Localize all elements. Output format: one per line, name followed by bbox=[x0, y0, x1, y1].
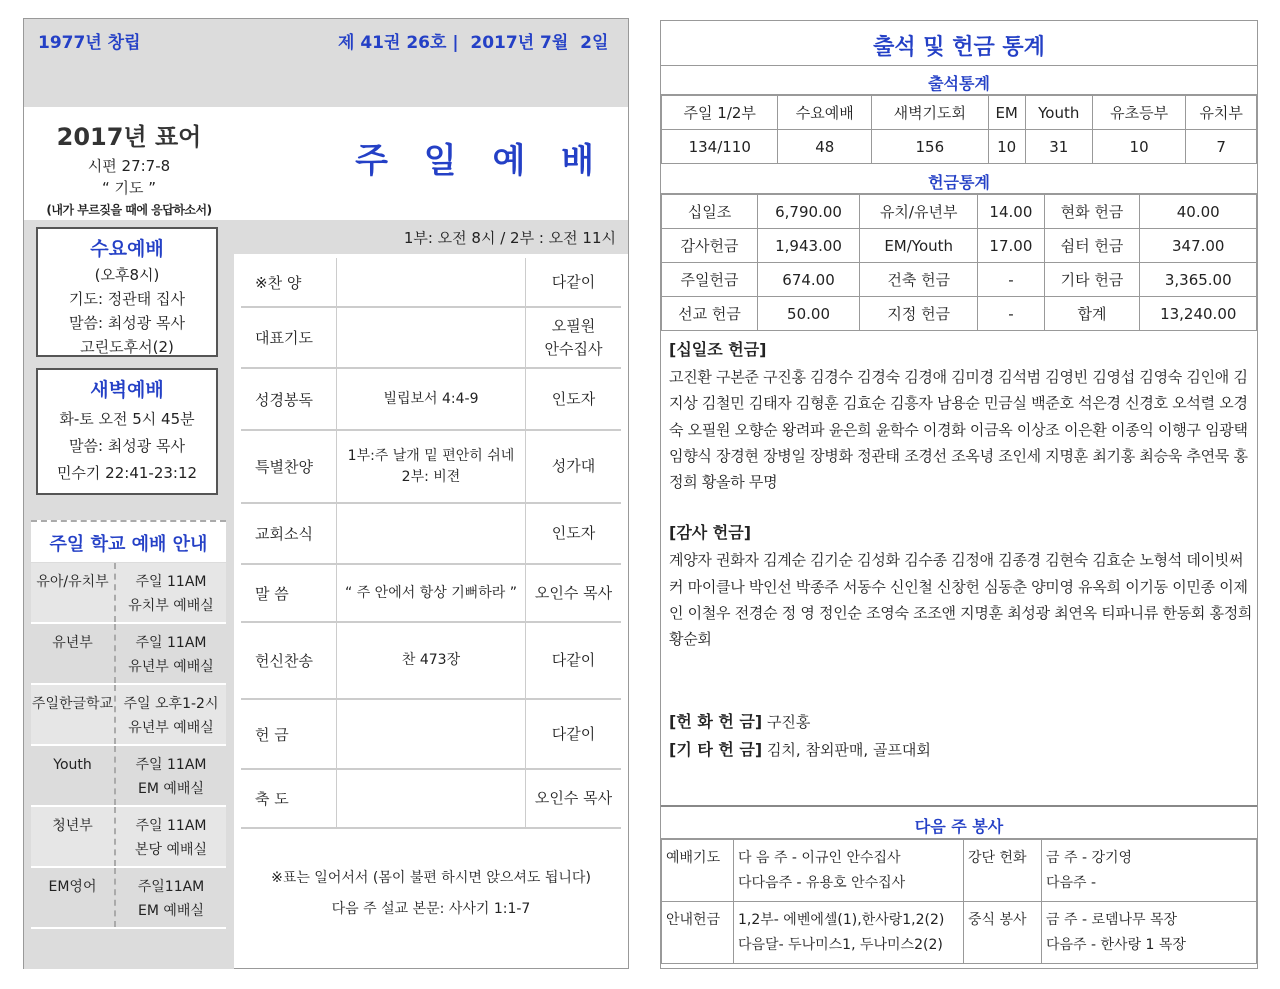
worship-order-row bbox=[241, 258, 621, 308]
worship-leader: 다같이 bbox=[551, 724, 596, 743]
next-week-value: 금 주 - 로뎀나무 목장 다음주 - 한사랑 1 목장 bbox=[1042, 902, 1257, 964]
attendance-header-cell: 주일 1/2부 bbox=[662, 96, 778, 130]
flower-names: 구진홍 bbox=[762, 713, 811, 732]
next-sermon-text: 다음 주 설교 본문: 사사기 1:1-7 bbox=[331, 900, 531, 917]
offering-label-cell: 쉼터 헌금 bbox=[1044, 229, 1140, 263]
offering-row bbox=[662, 263, 1257, 297]
attendance-header-cell: 수요예배 bbox=[778, 96, 872, 130]
next-week-row bbox=[662, 902, 1257, 964]
next-week-label: 중식 봉사 bbox=[964, 902, 1042, 964]
offering-label-cell: 감사헌금 bbox=[662, 229, 758, 263]
sidebar bbox=[24, 107, 234, 969]
attendance-value-cell: 10 bbox=[988, 130, 1025, 164]
sunday-school-info: 주일 11AM 유년부 예배실 bbox=[128, 635, 214, 675]
offering-label-cell: 건축 헌금 bbox=[860, 263, 978, 297]
dawn-text: 민수기 22:41-23:12 bbox=[56, 464, 198, 482]
offering-amount-cell: 13,240.00 bbox=[1140, 297, 1257, 331]
service-times: 1부: 오전 8시 / 2부 : 오전 11시 bbox=[234, 220, 628, 254]
worship-leader: 성가대 bbox=[551, 457, 596, 476]
issue-date: 제 41권 26호 | 2017년 7월 2일 bbox=[338, 33, 609, 53]
worship-item: 축 도 bbox=[241, 770, 337, 827]
worship-order-row bbox=[241, 308, 621, 369]
service-title: 주 일 예 배 bbox=[355, 141, 606, 181]
worship-order-row bbox=[241, 504, 621, 565]
worship-leader: 인도자 bbox=[551, 524, 596, 543]
sunday-school-info: 주일 오후1-2시 유년부 예배실 bbox=[123, 696, 219, 736]
attendance-value-row bbox=[662, 130, 1257, 164]
offering-table bbox=[661, 194, 1257, 331]
next-week-title: 다음 주 봉사 bbox=[661, 805, 1257, 839]
next-week-table bbox=[661, 839, 1257, 964]
sunday-school-row bbox=[31, 868, 226, 929]
offering-label-cell: 주일헌금 bbox=[662, 263, 758, 297]
worship-item: 헌신찬송 bbox=[241, 623, 337, 698]
worship-item: 헌 금 bbox=[241, 700, 337, 768]
dawn-sermon: 말씀: 최성광 목사 bbox=[68, 437, 186, 455]
dawn-service-box bbox=[36, 368, 218, 495]
worship-leader: 인도자 bbox=[551, 389, 596, 408]
offering-amount-cell: - bbox=[978, 297, 1044, 331]
offering-row bbox=[662, 229, 1257, 263]
standing-notice: ※표는 일어서서 (몸이 불편 하시면 앉으셔도 됩니다) bbox=[271, 870, 591, 886]
other-title: [기 타 헌 금] bbox=[669, 740, 763, 760]
next-week-label: 안내헌금 bbox=[662, 902, 734, 964]
sunday-school-row bbox=[31, 563, 226, 624]
worship-order-row bbox=[241, 431, 621, 504]
worship-leader: 다같이 bbox=[551, 272, 596, 291]
sunday-school-dept: EM영어 bbox=[31, 868, 116, 927]
offering-label-cell: 기타 헌금 bbox=[1044, 263, 1140, 297]
attendance-header-row bbox=[662, 96, 1257, 130]
wednesday-prayer: 기도: 정관태 집사 bbox=[68, 290, 186, 308]
offering-row bbox=[662, 297, 1257, 331]
offering-title: 헌금통계 bbox=[661, 165, 1257, 194]
worship-order-row bbox=[241, 700, 621, 770]
offering-amount-cell: 50.00 bbox=[757, 297, 859, 331]
worship-content bbox=[337, 308, 526, 367]
founded-year: 1977년 창립 bbox=[38, 33, 141, 53]
attendance-value-cell: 156 bbox=[872, 130, 989, 164]
offering-label-cell: 지정 헌금 bbox=[860, 297, 978, 331]
tithe-title: [십일조 헌금] bbox=[669, 340, 767, 359]
flower-title: [헌 화 헌 금] bbox=[669, 712, 763, 732]
worship-item: 특별찬양 bbox=[241, 431, 337, 502]
worship-item: 성경봉독 bbox=[241, 369, 337, 429]
motto-box bbox=[24, 107, 234, 220]
worship-item: 교회소식 bbox=[241, 504, 337, 563]
offering-label-cell: 선교 헌금 bbox=[662, 297, 758, 331]
sunday-school-row bbox=[31, 685, 226, 746]
worship-content bbox=[337, 258, 526, 306]
sunday-school-dept: 주일한글학교 bbox=[31, 685, 116, 744]
wednesday-sermon: 말씀: 최성광 목사 bbox=[68, 314, 186, 332]
next-week-row bbox=[662, 840, 1257, 902]
offering-label-cell: 현화 헌금 bbox=[1044, 195, 1140, 229]
offering-label-cell: 합계 bbox=[1044, 297, 1140, 331]
next-week-value: 1,2부- 에벤에셀(1),한사랑1,2(2) 다음달- 두나미스1, 두나미스2(2) bbox=[734, 902, 964, 964]
thanks-title: [감사 헌금] bbox=[669, 523, 752, 543]
offering-amount-cell: 3,365.00 bbox=[1140, 263, 1257, 297]
next-week-value: 금 주 - 강기영 다음주 - bbox=[1042, 840, 1257, 902]
offering-label-cell: 십일조 bbox=[662, 195, 758, 229]
worship-item: 말 씀 bbox=[241, 565, 337, 621]
next-week-value: 다 음 주 - 이규인 안수집사 다다음주 - 유용호 안수집사 bbox=[734, 840, 964, 902]
wednesday-time: (오후8시) bbox=[94, 266, 160, 284]
sunday-school-table bbox=[31, 563, 226, 929]
sunday-school-info: 주일 11AM 본당 예배실 bbox=[134, 818, 208, 858]
worship-leader: 오인수 목사 bbox=[534, 583, 613, 602]
worship-leader: 오인수 목사 bbox=[534, 789, 613, 808]
offering-amount-cell: 1,943.00 bbox=[757, 229, 859, 263]
offering-amount-cell: 674.00 bbox=[757, 263, 859, 297]
attendance-value-cell: 10 bbox=[1092, 130, 1186, 164]
sunday-school-dept: 유아/유치부 bbox=[31, 563, 116, 622]
donor-lists bbox=[669, 336, 1254, 764]
wednesday-service-box bbox=[36, 227, 218, 357]
wednesday-text: 고린도후서(2) bbox=[80, 338, 174, 356]
attendance-table bbox=[661, 95, 1257, 164]
offering-amount-cell: - bbox=[978, 263, 1044, 297]
bulletin-header bbox=[24, 19, 628, 107]
motto-verse: 시편 27:7-8 bbox=[87, 157, 171, 175]
attendance-value-cell: 7 bbox=[1186, 130, 1257, 164]
attendance-header-cell: Youth bbox=[1025, 96, 1092, 130]
attendance-header-cell: 유초등부 bbox=[1092, 96, 1186, 130]
worship-item: 대표기도 bbox=[241, 308, 337, 367]
motto-subtitle: (내가 부르짖을 때에 응답하소서) bbox=[46, 203, 212, 217]
right-page bbox=[660, 20, 1258, 969]
sunday-school-row bbox=[31, 746, 226, 807]
offering-label-cell: EM/Youth bbox=[860, 229, 978, 263]
left-page bbox=[23, 18, 629, 969]
worship-content bbox=[337, 504, 526, 563]
tithe-names: 고진환 구본준 구진홍 김경수 김경숙 김경애 김미경 김석범 김영빈 김영섭 김영숙 김인애 김지상 김철민 김태자 김형훈 김효순 김흥자 남용순 민금실 백준호 석은경 신경호 오석렬 오경숙 오필원 오향순 왕려파 윤은희 윤학수 이경화 이금옥 이상조 이은환 이종익 이행구 임광택 임향식 장경현 장병일 장병화 정관태 조경선 조옥녕 조인세 지명훈 최기홍 최승욱 추연묵 홍정희 황올하 무명 bbox=[669, 368, 1248, 491]
sunday-school-title: 주일 학교 예배 안내 bbox=[31, 520, 226, 562]
next-week-label: 예배기도 bbox=[662, 840, 734, 902]
sunday-school-dept: 유년부 bbox=[31, 624, 116, 683]
order-of-worship bbox=[241, 258, 621, 829]
offering-amount-cell: 6,790.00 bbox=[757, 195, 859, 229]
main-service bbox=[234, 107, 628, 969]
worship-content: “ 주 안에서 항상 기뻐하라 ” bbox=[337, 565, 526, 621]
worship-order-row bbox=[241, 369, 621, 431]
sunday-school-info: 주일11AM EM 예배실 bbox=[137, 879, 205, 919]
attendance-value-cell: 48 bbox=[778, 130, 872, 164]
dawn-time: 화-토 오전 5시 45분 bbox=[59, 410, 195, 428]
offering-label-cell: 유치/유년부 bbox=[860, 195, 978, 229]
stats-title: 출석 및 헌금 통계 bbox=[661, 21, 1257, 66]
attendance-value-cell: 134/110 bbox=[662, 130, 778, 164]
worship-order-row bbox=[241, 565, 621, 623]
worship-order-row bbox=[241, 623, 621, 700]
other-names: 김치, 참외판매, 골프대회 bbox=[762, 741, 931, 760]
offering-amount-cell: 347.00 bbox=[1140, 229, 1257, 263]
worship-content bbox=[337, 700, 526, 768]
thanks-names: 계양자 권화자 김계순 김기순 김성화 김수종 김정애 김종경 김현숙 김효순 노형석 데이빗써커 마이클나 박인선 박종주 서동수 신인철 신창헌 심동춘 양미영 유옥희 이기동 이민종 이제인 이철우 전경순 정 영 정인순 조영숙 조조앤 지명훈 최성광 최연옥 티파니류 한동회 홍정희 황순회 bbox=[669, 551, 1253, 648]
worship-content: 빌립보서 4:4-9 bbox=[337, 369, 526, 429]
sunday-school-dept: Youth bbox=[31, 746, 116, 805]
worship-order-row bbox=[241, 770, 621, 829]
dawn-title: 새벽예배 bbox=[90, 379, 164, 401]
sunday-school-info: 주일 11AM EM 예배실 bbox=[135, 757, 207, 797]
attendance-header-cell: 새벽기도회 bbox=[872, 96, 989, 130]
worship-content bbox=[337, 770, 526, 827]
attendance-title: 출석통계 bbox=[661, 66, 1257, 95]
service-title-area bbox=[234, 107, 628, 220]
notice-area bbox=[241, 863, 621, 925]
attendance-header-cell: EM bbox=[988, 96, 1025, 130]
sunday-school-dept: 청년부 bbox=[31, 807, 116, 866]
offering-amount-cell: 40.00 bbox=[1140, 195, 1257, 229]
worship-leader: 다같이 bbox=[551, 651, 596, 670]
motto-title: 2017년 표어 bbox=[56, 123, 202, 151]
wednesday-title: 수요예배 bbox=[90, 238, 164, 260]
offering-amount-cell: 14.00 bbox=[978, 195, 1044, 229]
sunday-school-row bbox=[31, 807, 226, 868]
next-week-label: 강단 헌화 bbox=[964, 840, 1042, 902]
offering-row bbox=[662, 195, 1257, 229]
attendance-header-cell: 유치부 bbox=[1186, 96, 1257, 130]
worship-leader: 오필원 안수집사 bbox=[544, 317, 603, 358]
sunday-school-info: 주일 11AM 유치부 예배실 bbox=[128, 574, 214, 614]
motto-theme: “ 기도 ” bbox=[101, 179, 157, 197]
worship-item: ※찬 양 bbox=[241, 258, 337, 306]
attendance-value-cell: 31 bbox=[1025, 130, 1092, 164]
worship-content: 1부:주 날개 밑 편안히 쉬네 2부: 비젼 bbox=[337, 431, 526, 502]
sunday-school-row bbox=[31, 624, 226, 685]
offering-amount-cell: 17.00 bbox=[978, 229, 1044, 263]
worship-content: 찬 473장 bbox=[337, 623, 526, 698]
